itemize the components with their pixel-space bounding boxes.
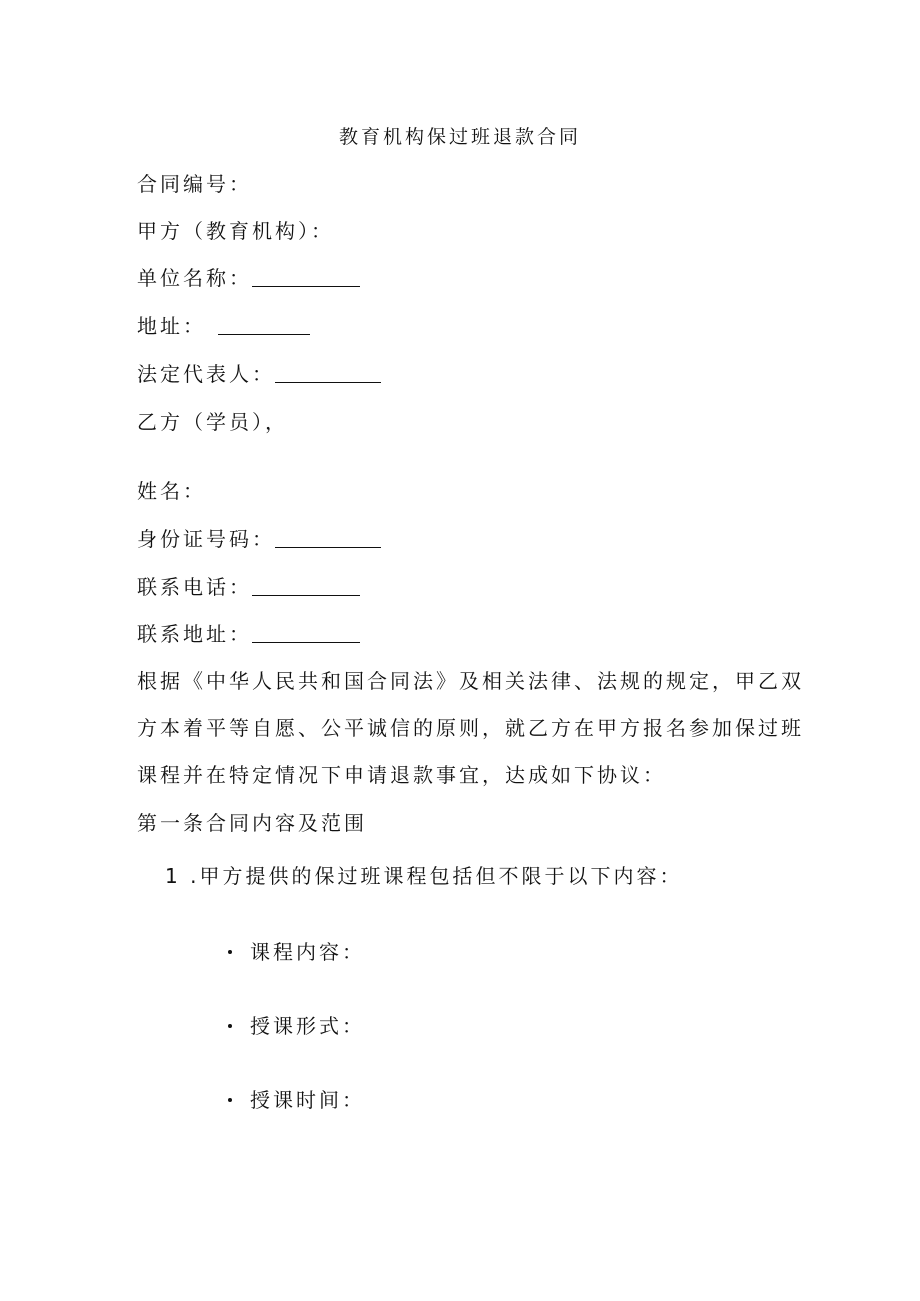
bullet-dot-icon <box>228 1098 232 1102</box>
document-title: 教育机构保过班退款合同 <box>338 126 581 148</box>
address-blank <box>218 316 310 335</box>
preamble-line-1: 根据《中华人民共和国合同法》及相关法律、法规的规定，甲乙双 <box>137 669 804 693</box>
party-a-heading: 甲方（教育机构）： <box>137 219 334 243</box>
name-label: 姓名： <box>137 479 206 503</box>
unit-name-label: 单位名称： <box>137 266 252 290</box>
contract-number-label: 合同编号： <box>137 172 252 196</box>
id-number-blank <box>275 529 381 548</box>
contact-address-blank <box>252 624 360 643</box>
article-1-item-1: 1 .甲方提供的保过班课程包括但不限于以下内容： <box>165 864 683 888</box>
preamble-line-2: 方本着平等自愿、公平诚信的原则，就乙方在甲方报名参加保过班 <box>137 716 804 740</box>
address-row <box>137 316 310 336</box>
phone-row <box>137 577 360 597</box>
phone-blank <box>252 577 360 596</box>
address-label: 地址： <box>137 314 206 338</box>
id-number-label: 身份证号码： <box>137 527 275 551</box>
bullet-item <box>228 1016 365 1036</box>
id-number-row <box>137 529 381 549</box>
preamble-line-3: 课程并在特定情况下申请退款事宜，达成如下协议： <box>137 763 666 787</box>
bullet-item <box>228 1090 365 1110</box>
unit-name-row <box>137 268 360 288</box>
bullet-item <box>228 942 365 962</box>
contact-address-row <box>137 624 360 644</box>
phone-label: 联系电话： <box>137 575 252 599</box>
legal-rep-row <box>137 364 381 384</box>
bullet-text: 课程内容： <box>250 940 365 964</box>
bullet-dot-icon <box>228 1024 232 1028</box>
unit-name-blank <box>252 268 360 287</box>
party-b-heading: 乙方（学员）， <box>137 410 288 434</box>
contact-address-label: 联系地址： <box>137 622 252 646</box>
bullet-text: 授课形式： <box>250 1014 365 1038</box>
legal-rep-blank <box>275 364 381 383</box>
legal-rep-label: 法定代表人： <box>137 362 275 386</box>
article-1-heading: 第一条合同内容及范围 <box>137 811 367 835</box>
bullet-dot-icon <box>228 950 232 954</box>
bullet-text: 授课时间： <box>250 1088 365 1112</box>
